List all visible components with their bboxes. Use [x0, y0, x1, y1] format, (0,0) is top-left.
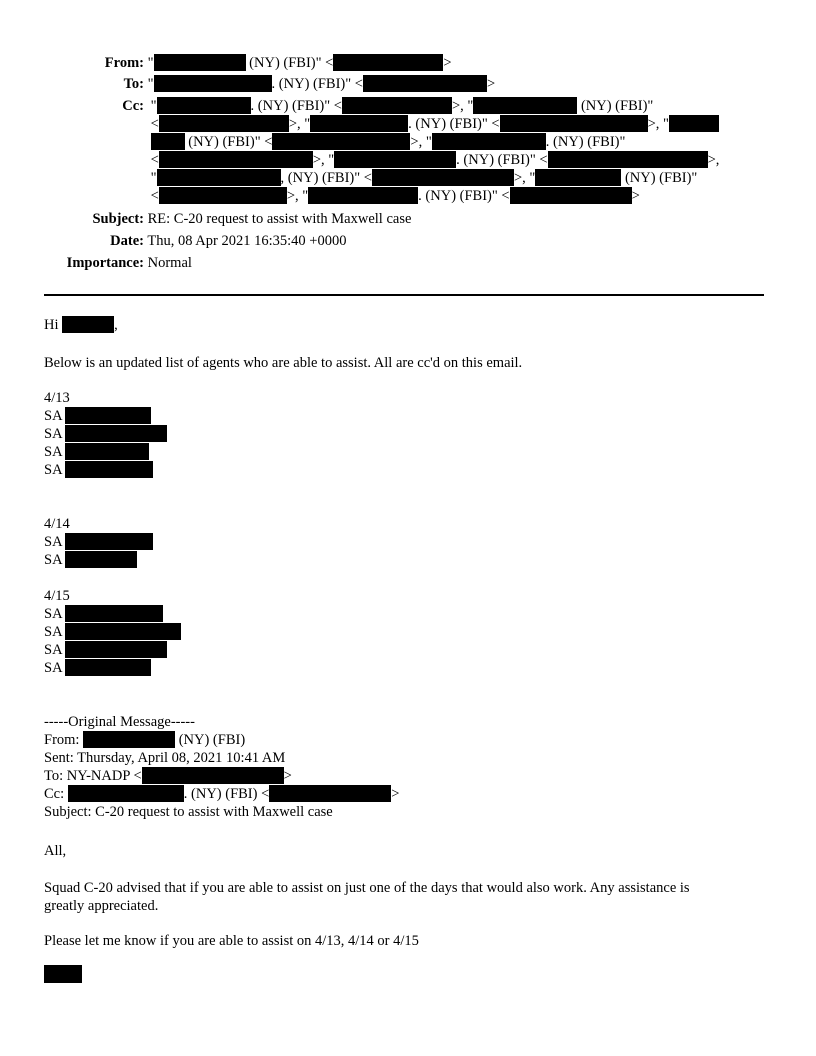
redaction	[535, 169, 621, 186]
agent-prefix: SA	[44, 552, 63, 568]
paragraph-line: Squad C-20 advised that if you are able to assist on just one of the days that would also work. Any assistance is	[44, 880, 690, 896]
cc-text: >, "	[288, 116, 311, 132]
cc-line	[151, 97, 720, 115]
cc-text: >, "	[410, 134, 432, 150]
redaction	[142, 767, 284, 784]
agent-row	[44, 533, 153, 551]
redaction	[159, 187, 287, 204]
original-divider: -----Original Message-----	[44, 714, 195, 730]
to-value-close: >	[486, 76, 496, 92]
original-paragraph-1	[44, 879, 690, 915]
original-cc-label: Cc:	[44, 786, 65, 802]
cc-text: <	[150, 116, 159, 132]
cc-line	[151, 115, 720, 133]
greeting	[44, 316, 118, 334]
redaction	[83, 731, 175, 748]
agent-prefix: SA	[44, 426, 63, 442]
redaction	[334, 151, 456, 168]
date-label: Date:	[110, 233, 144, 249]
cc-text: . (NY) (FBI)" <	[418, 188, 510, 204]
original-to-close: >	[283, 768, 292, 784]
original-to-label: To: NY-NADP <	[44, 768, 142, 784]
redaction	[157, 97, 251, 114]
paragraph-line: greatly appreciated.	[44, 898, 159, 914]
redaction	[669, 115, 719, 132]
original-salutation: All,	[44, 843, 67, 859]
cc-line	[151, 169, 720, 187]
cc-line	[151, 187, 720, 205]
header-to-row	[20, 75, 495, 93]
cc-text: . (NY) (FBI)"	[545, 134, 626, 150]
original-subject: Subject: C-20 request to assist with Maxwell case	[44, 804, 333, 820]
from-value-mid: (NY) (FBI)" <	[249, 55, 334, 71]
redaction	[432, 133, 546, 150]
agent-group-415	[44, 587, 181, 677]
cc-text: (NY) (FBI)"	[624, 170, 698, 186]
cc-text: (NY) (FBI)"	[580, 98, 654, 114]
group-date: 4/14	[44, 516, 70, 532]
cc-text: >, "	[451, 98, 474, 114]
redaction	[62, 316, 114, 333]
agent-row	[44, 623, 181, 641]
redaction	[157, 169, 281, 186]
redaction	[269, 785, 391, 802]
redaction	[154, 75, 272, 92]
redaction	[333, 54, 443, 71]
redaction	[159, 151, 313, 168]
agent-row	[44, 641, 181, 659]
cc-text: "	[150, 170, 157, 186]
redaction	[510, 187, 632, 204]
importance-label: Importance:	[66, 255, 144, 271]
agent-prefix: SA	[44, 642, 63, 658]
agent-row	[44, 443, 167, 461]
greeting-text: Hi	[44, 317, 59, 333]
agent-row	[44, 551, 153, 569]
redaction	[68, 785, 184, 802]
header-from-row	[20, 54, 452, 72]
agent-prefix: SA	[44, 462, 63, 478]
to-label: To:	[123, 76, 144, 92]
cc-text: >	[631, 188, 640, 204]
original-cc-value: . (NY) (FBI) <	[183, 786, 270, 802]
cc-text: , (NY) (FBI)" <	[280, 170, 372, 186]
original-to	[44, 767, 399, 785]
cc-text: . (NY) (FBI)" <	[408, 116, 500, 132]
cc-text: >, "	[513, 170, 536, 186]
original-from-label: From:	[44, 732, 80, 748]
from-value-open: "	[147, 55, 154, 71]
cc-text: <	[150, 152, 159, 168]
from-value-close: >	[443, 55, 452, 71]
header-importance-row	[20, 254, 192, 272]
importance-value: Normal	[147, 255, 192, 271]
redaction	[310, 115, 408, 132]
redaction	[65, 425, 167, 442]
cc-line	[151, 151, 720, 169]
cc-text: "	[150, 98, 157, 114]
redaction	[65, 461, 153, 478]
cc-text: . (NY) (FBI)" <	[456, 152, 548, 168]
cc-text: >, "	[286, 188, 309, 204]
header-cc-row	[20, 97, 719, 205]
header-date-row	[20, 232, 346, 250]
redaction	[363, 75, 487, 92]
redaction	[65, 623, 181, 640]
agent-prefix: SA	[44, 660, 63, 676]
redaction	[500, 115, 648, 132]
cc-text: >, "	[312, 152, 335, 168]
greeting-comma: ,	[114, 317, 118, 333]
redaction	[473, 97, 577, 114]
subject-label: Subject:	[92, 211, 144, 227]
redaction	[159, 115, 289, 132]
from-label: From:	[104, 55, 144, 71]
intro-paragraph: Below is an updated list of agents who are able to assist. All are cc'd on this email.	[44, 355, 523, 371]
agent-group-413	[44, 389, 167, 479]
cc-text: (NY) (FBI)" <	[188, 134, 273, 150]
redaction	[272, 133, 410, 150]
agent-prefix: SA	[44, 444, 63, 460]
agent-row	[44, 605, 181, 623]
agent-row	[44, 407, 167, 425]
header-subject-row	[20, 210, 411, 228]
cc-text: >, "	[647, 116, 669, 132]
cc-list	[151, 97, 720, 205]
redaction	[548, 151, 708, 168]
redaction	[151, 133, 185, 150]
date-value: Thu, 08 Apr 2021 16:35:40 +0000	[147, 233, 347, 249]
agent-prefix: SA	[44, 624, 63, 640]
redaction	[308, 187, 418, 204]
group-date: 4/15	[44, 588, 70, 604]
agent-row	[44, 461, 167, 479]
group-date: 4/13	[44, 390, 70, 406]
redaction	[65, 659, 151, 676]
redaction	[154, 54, 246, 71]
agent-row	[44, 659, 181, 677]
original-message	[44, 713, 399, 821]
agent-prefix: SA	[44, 606, 63, 622]
agent-row	[44, 425, 167, 443]
original-cc-close: >	[391, 786, 400, 802]
to-value-open: "	[147, 76, 154, 92]
header-divider	[44, 294, 764, 296]
cc-line	[151, 133, 720, 151]
agent-prefix: SA	[44, 408, 63, 424]
redaction	[65, 407, 151, 424]
agent-prefix: SA	[44, 534, 63, 550]
redaction	[372, 169, 514, 186]
redaction	[342, 97, 452, 114]
cc-text: >,	[707, 152, 720, 168]
cc-text: . (NY) (FBI)" <	[250, 98, 342, 114]
signature-redaction	[44, 965, 82, 983]
redaction	[65, 605, 163, 622]
to-value-mid: . (NY) (FBI)" <	[271, 76, 363, 92]
subject-value: RE: C-20 request to assist with Maxwell case	[147, 211, 412, 227]
cc-text: <	[150, 188, 159, 204]
original-paragraph-2: Please let me know if you are able to assist on 4/13, 4/14 or 4/15	[44, 933, 419, 949]
redaction	[65, 551, 137, 568]
redaction	[65, 443, 149, 460]
original-from	[44, 731, 399, 749]
redaction	[65, 533, 153, 550]
cc-label: Cc:	[122, 98, 144, 114]
agent-group-414	[44, 515, 153, 569]
original-from-value: (NY) (FBI)	[178, 732, 246, 748]
original-sent: Sent: Thursday, April 08, 2021 10:41 AM	[44, 750, 286, 766]
redaction	[65, 641, 167, 658]
original-cc	[44, 785, 399, 803]
